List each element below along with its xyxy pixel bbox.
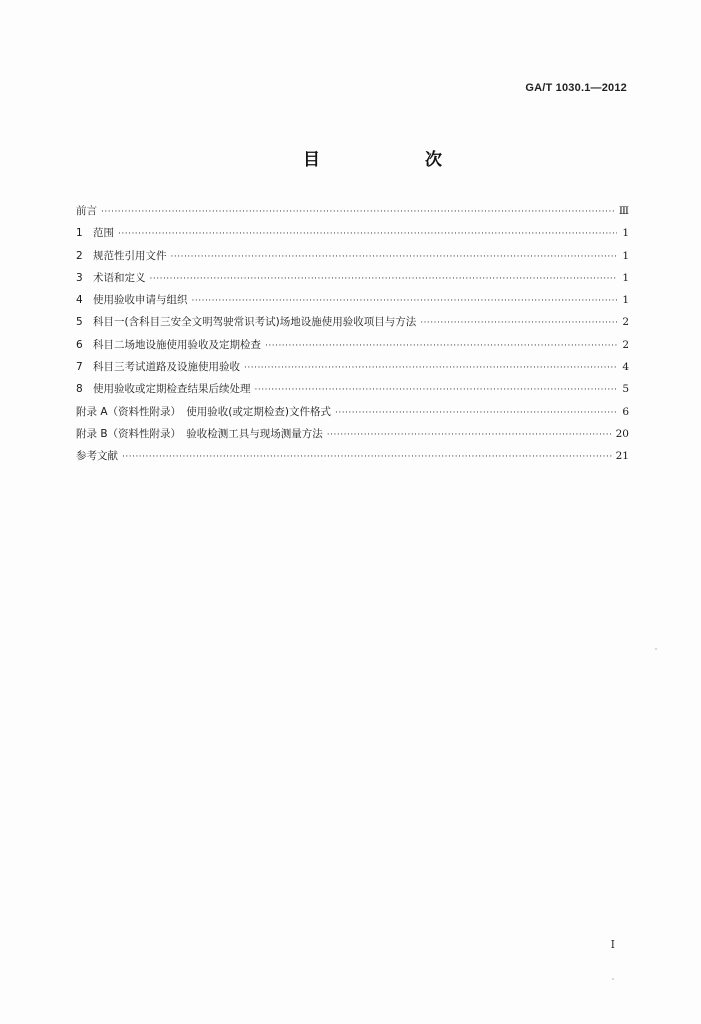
toc-entry-number: 8 bbox=[76, 383, 83, 396]
toc-entry-number: 5 bbox=[76, 316, 83, 329]
toc-dot-leader bbox=[171, 252, 618, 262]
toc-entry-text: 科目一(含科目三安全文明驾驶常识考试)场地设施使用验收项目与方法 bbox=[93, 316, 417, 329]
toc-entry-2[interactable] bbox=[76, 248, 629, 270]
toc-entry-page: Ⅲ bbox=[618, 205, 629, 217]
toc-entry-page: 1 bbox=[622, 227, 629, 240]
toc-entry-number: 3 bbox=[76, 271, 83, 284]
toc-entry-text: 科目三考试道路及设施使用验收 bbox=[93, 361, 240, 374]
toc-entry-text: 附录 B（资料性附录） 验收检测工具与现场测量方法 bbox=[76, 427, 323, 440]
toc-dot-leader bbox=[265, 341, 617, 351]
toc-entry-3[interactable] bbox=[76, 270, 629, 292]
toc-entry-page: 1 bbox=[622, 294, 629, 307]
toc-entry-page: 2 bbox=[622, 316, 629, 329]
toc-entry-8[interactable] bbox=[76, 381, 629, 403]
toc-entry-text: 术语和定义 bbox=[93, 271, 146, 284]
toc-entry-page: 1 bbox=[622, 271, 629, 284]
toc-entry-text: 使用验收或定期检查结果后续处理 bbox=[93, 383, 251, 396]
toc-entry-page: 4 bbox=[622, 361, 629, 374]
toc-entry-page: 1 bbox=[622, 249, 629, 262]
toc-dot-leader bbox=[244, 363, 617, 373]
toc-entry-foreword[interactable] bbox=[76, 203, 629, 225]
toc-dot-leader bbox=[327, 430, 612, 440]
toc-entry-4[interactable] bbox=[76, 292, 629, 314]
toc-dot-leader bbox=[255, 385, 618, 395]
toc-dot-leader bbox=[335, 408, 617, 418]
standard-number: GA/T 1030.1—2012 bbox=[525, 82, 627, 94]
toc-entry-text: 参考文献 bbox=[76, 450, 118, 463]
toc-dot-leader bbox=[101, 207, 615, 217]
scan-speck bbox=[612, 978, 614, 980]
table-of-contents bbox=[76, 203, 629, 471]
toc-entry-number: 7 bbox=[76, 361, 83, 374]
scan-speck bbox=[655, 648, 657, 650]
toc-entry-text: 科目二场地设施使用验收及定期检查 bbox=[93, 338, 261, 351]
toc-dot-leader bbox=[122, 452, 612, 462]
toc-entry-text: 使用验收申请与组织 bbox=[93, 294, 188, 307]
toc-entry-number: 2 bbox=[76, 249, 83, 262]
toc-entry-page: 21 bbox=[615, 450, 629, 463]
toc-dot-leader bbox=[192, 296, 618, 306]
toc-entry-page: 20 bbox=[615, 427, 629, 440]
page-number: I bbox=[610, 938, 615, 951]
toc-title: 目 次 bbox=[303, 150, 486, 170]
toc-entry-number: 1 bbox=[76, 227, 83, 240]
toc-entry-6[interactable] bbox=[76, 337, 629, 359]
toc-entry-number: 4 bbox=[76, 294, 83, 307]
toc-dot-leader bbox=[420, 318, 617, 328]
toc-dot-leader bbox=[118, 229, 617, 239]
toc-entry-text: 附录 A（资料性附录） 使用验收(或定期检查)文件格式 bbox=[76, 405, 331, 418]
toc-entry-text: 范围 bbox=[93, 227, 114, 240]
toc-entry-1[interactable] bbox=[76, 225, 629, 247]
toc-entry-7[interactable] bbox=[76, 359, 629, 381]
toc-entry-number: 6 bbox=[76, 338, 83, 351]
toc-entry-appendix-b[interactable] bbox=[76, 426, 629, 448]
toc-entry-text: 前言 bbox=[76, 205, 97, 217]
toc-entry-page: 5 bbox=[622, 383, 629, 396]
toc-entry-page: 6 bbox=[622, 405, 629, 418]
toc-entry-text: 规范性引用文件 bbox=[93, 249, 167, 262]
toc-dot-leader bbox=[150, 274, 618, 284]
toc-entry-5[interactable] bbox=[76, 314, 629, 336]
toc-entry-appendix-a[interactable] bbox=[76, 404, 629, 426]
toc-entry-page: 2 bbox=[622, 338, 629, 351]
toc-entry-references[interactable] bbox=[76, 448, 629, 470]
